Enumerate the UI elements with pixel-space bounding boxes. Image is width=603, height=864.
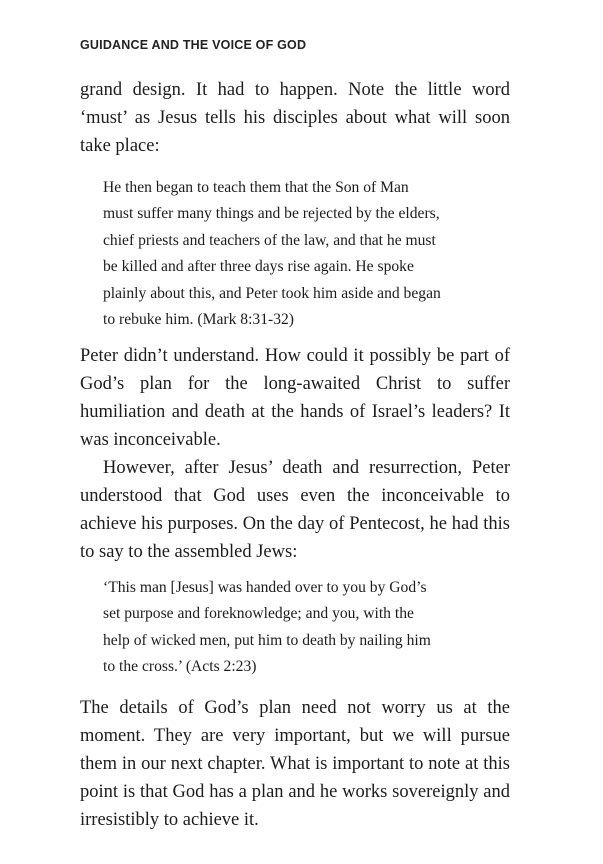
quote-line: He then began to teach them that the Son of Man (103, 179, 409, 196)
quote-line: help of wicked men, put him to death by nailing him (103, 631, 431, 649)
quote-line: to the cross.’ (Acts 2:23) (103, 658, 257, 676)
paragraph-conclusion (80, 694, 510, 834)
quote-line: to rebuke him. (Mark 8:31-32) (103, 311, 294, 329)
paragraph-resurrection: However, after Jesus’ death and resurrection, Peter understood that God uses even the inconceivable to achieve his purposes. On the day of Pentecost, he had this to say to the assembled Jews: (80, 458, 510, 562)
paragraph-text: grand design. It had to happen. Note the little word ‘must’ as Jesus tells his disciples about what will soon take place: (80, 80, 510, 156)
quote-line: ‘This man [Jesus] was handed over to you by God’s (103, 579, 427, 596)
paragraph-intro (80, 76, 510, 160)
quote-line: chief priests and teachers of the law, and that he must (103, 231, 436, 249)
paragraph-group (80, 342, 510, 566)
paragraph-peter: Peter didn’t understand. How could it possibly be part of God’s plan for the long-awaited Christ to suffer humiliation and death at the hands of Israel’s leaders? It was inconceivable. (80, 346, 510, 450)
quote-line: be killed and after three days rise again. He spoke (103, 258, 414, 276)
quote-line: plainly about this, and Peter took him aside and began (103, 284, 441, 302)
paragraph-text: The details of God’s plan need not worry us at the moment. They are very important, but we will pursue them in our next chapter. What is important to note at this point is that God has a plan and he works sovereignly and irresistibly to achieve it. (80, 698, 510, 830)
quote-line: must suffer many things and be rejected by the elders, (103, 205, 440, 223)
running-head: GUIDANCE AND THE VOICE OF GOD (80, 38, 307, 52)
block-quote-mark (103, 175, 503, 333)
block-quote-acts (103, 575, 503, 681)
quote-line: set purpose and foreknowledge; and you, with the (103, 605, 414, 623)
